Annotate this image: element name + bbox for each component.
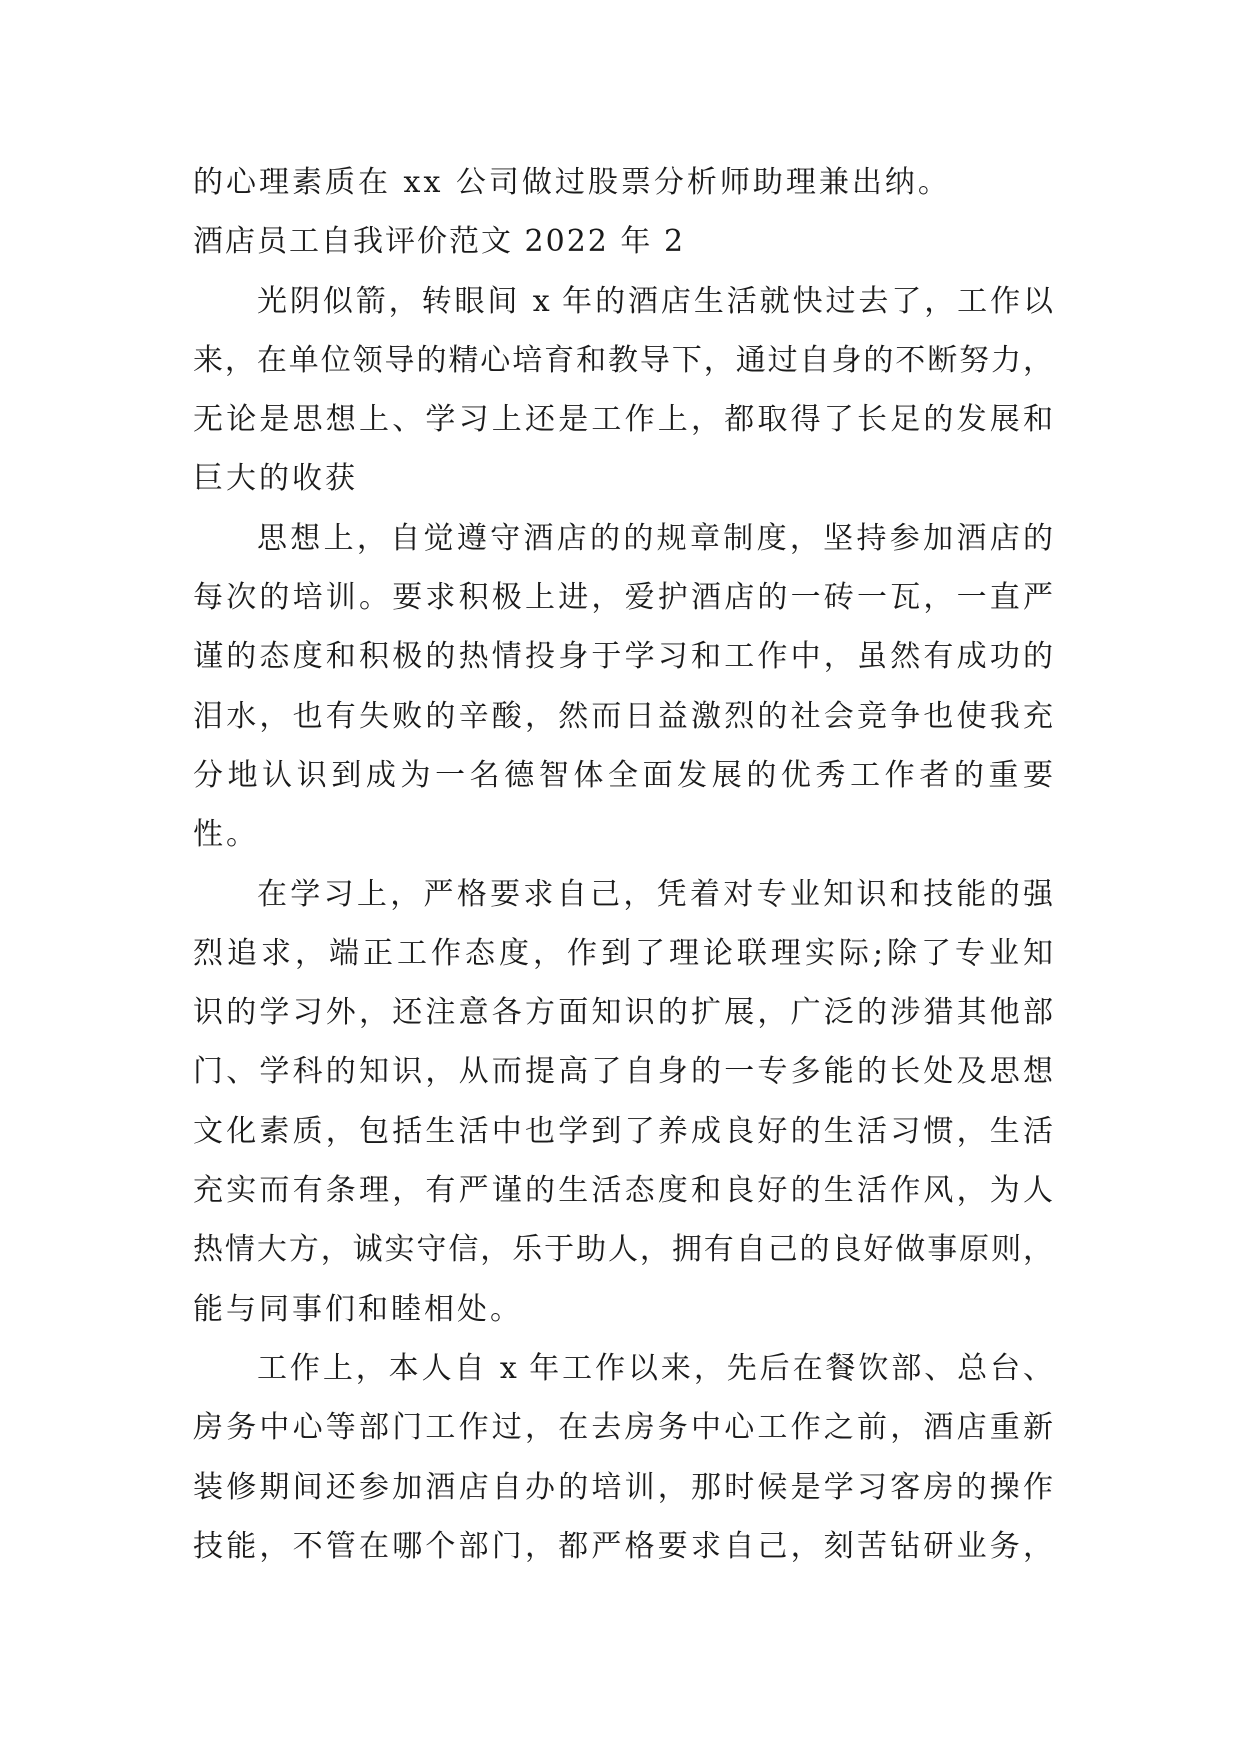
paragraph-line: 能与同事们和睦相处。 [193,1291,523,1327]
paragraph-line: 装修期间还参加酒店自办的培训，那时候是学习客房的操作 [193,1469,1053,1505]
paragraph-line: 巨大的收获 [193,461,358,497]
paragraph-line: 性。 [193,817,259,853]
paragraph-line: 泪水，也有失败的辛酸，然而日益激烈的社会竞争也使我充 [193,698,1053,734]
section-heading: 酒店员工自我评价范文 2022 年 2 [193,224,686,260]
paragraph-line: 无论是思想上、学习上还是工作上，都取得了长足的发展和 [193,402,1053,438]
paragraph-line: 房务中心等部门工作过，在去房务中心工作之前，酒店重新 [193,1410,1053,1446]
paragraph-line: 在学习上，严格要求自己，凭着对专业知识和技能的强 [257,876,1053,912]
paragraph-line: 工作上，本人自 x 年工作以来，先后在餐饮部、总台、 [257,1350,1053,1386]
paragraph-line: 识的学习外，还注意各方面知识的扩展，广泛的涉猎其他部 [193,995,1053,1031]
paragraph-line: 烈追求，端正工作态度，作到了理论联理实际;除了专业知 [193,935,1053,971]
paragraph-line: 门、学科的知识，从而提高了自身的一专多能的长处及思想 [193,1054,1053,1090]
paragraph-line: 每次的培训。要求积极上进，爱护酒店的一砖一瓦，一直严 [193,580,1053,616]
paragraph-line: 分地认识到成为一名德智体全面发展的优秀工作者的重要 [193,757,1053,793]
paragraph-line: 光阴似箭，转眼间 x 年的酒店生活就快过去了，工作以 [257,283,1053,319]
paragraph-line: 文化素质，包括生活中也学到了养成良好的生活习惯，生活 [193,1113,1053,1149]
paragraph-line: 谨的态度和积极的热情投身于学习和工作中，虽然有成功的 [193,639,1053,675]
paragraph-line: 来，在单位领导的精心培育和教导下，通过自身的不断努力， [193,342,1053,378]
paragraph-line: 热情大方，诚实守信，乐于助人，拥有自己的良好做事原则， [193,1232,1053,1268]
paragraph-line: 技能，不管在哪个部门，都严格要求自己，刻苦钻研业务， [193,1528,1053,1564]
paragraph-line: 思想上，自觉遵守酒店的的规章制度，坚持参加酒店的 [257,520,1053,556]
text-line: 的心理素质在 xx 公司做过股票分析师助理兼出纳。 [193,165,951,200]
document-page [193,153,1053,1576]
paragraph-line: 充实而有条理，有严谨的生活态度和良好的生活作风，为人 [193,1173,1053,1209]
